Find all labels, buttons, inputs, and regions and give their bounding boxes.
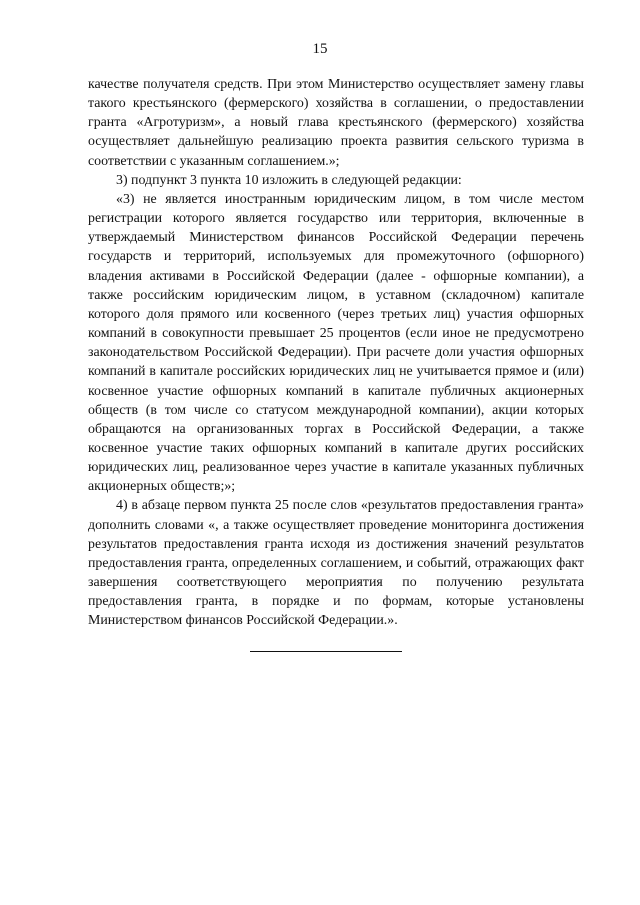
end-divider-line bbox=[250, 651, 402, 652]
page-number: 15 bbox=[312, 41, 328, 57]
paragraph-continuation: качестве получателя средств. При этом Министерство осуществляет замену главы такого крестьянского (фермерского) хозяйства в соглашении, о предоставлении гранта «Агротуризм», а новый глава крестьянского (фермерского) хозяйства осуществляет дальнейшую реализацию проекта развития сельского туризма в соответствии с указанным соглашением.»; bbox=[88, 77, 584, 169]
paragraph-item-4: 4) в абзаце первом пункта 25 после слов «результатов предоставления гранта» дополнить словами «, а также осуществляет проведение мониторинга достижения результатов предоставления гранта исходя из достижения значений результатов предоставления гранта, определенных соглашением, и событий, отражающих факт завершения соответствующего мероприятия по получению результата предоставления гранта, в порядке и по формам, которые установлены Министерством финансов Российской Федерации.». bbox=[88, 498, 584, 629]
paragraph-item-3-text: «3) не является иностранным юридическим лицом, в том числе местом регистрации которого является государство или территория, включенные в утверждаемый Министерством финансов Российской Федерации перечень государств и территорий, используемых для промежуточного (офшорного) владения активами в Российской Федерации (далее - офшорные компании), а также российским юридическим лицом, в уставном (складочном) капитале которого доля прямого или косвенного (через третьих лиц) участия офшорных компаний в совокупности превышает 25 процентов (если иное не предусмотрено законодательством Российской Федерации). При расчете доли участия офшорных компаний в капитале российских юридических лиц не учитывается прямое и (или) косвенное участие офшорных компаний в капитале публичных акционерных обществ (в том числе со статусом международной компании), акции которых обращаются на организованных торгах в Российской Федерации, а также косвенное участие таких офшорных компаний в капитале других российских юридических лиц, реализованное через участие в капитале указанных публичных акционерных обществ;»; bbox=[88, 191, 584, 495]
paragraph-item-3-intro: 3) подпункт 3 пункта 10 изложить в следующей редакции: bbox=[116, 172, 462, 188]
document-body bbox=[88, 75, 584, 631]
